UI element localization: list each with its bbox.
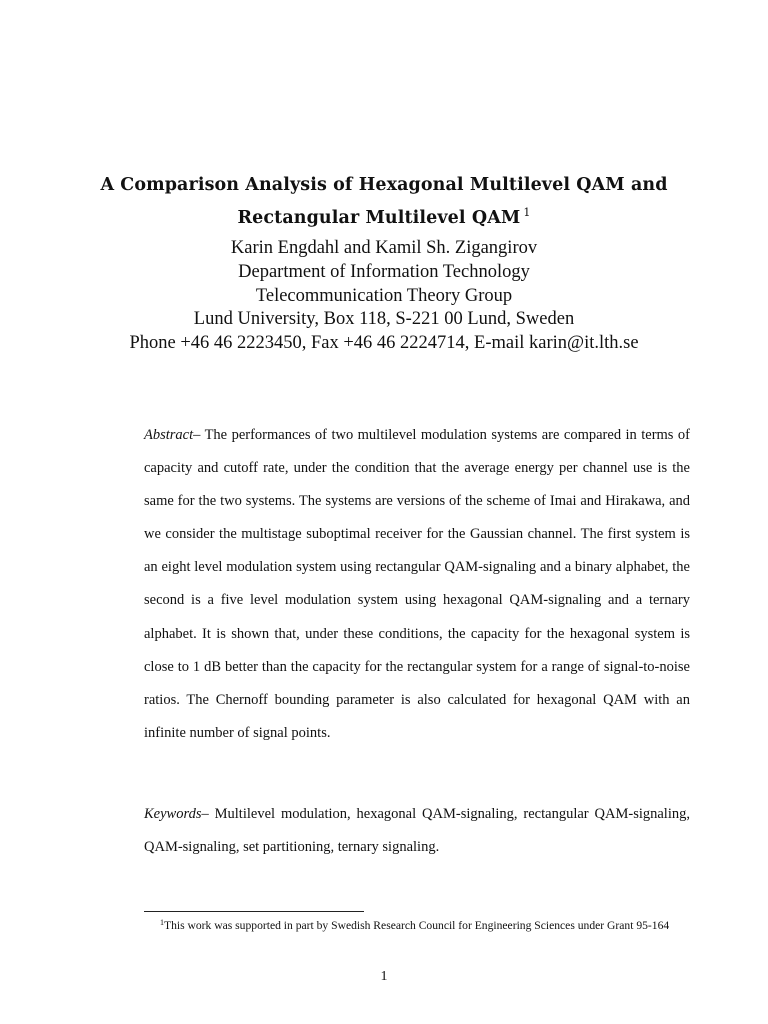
title-line-2 xyxy=(100,199,668,232)
keywords-text: Multilevel modulation, hexagonal QAM-signaling, rectangular QAM-signaling, QAM-signaling, set partitioning, ternary signaling. xyxy=(144,806,690,856)
abstract-label: Abstract xyxy=(144,427,194,443)
author-department: Department of Information Technology xyxy=(238,261,530,282)
abstract-text: The performances of two multilevel modulation systems are compared in terms of capacity and cutoff rate, under the condition that the average energy per channel use is the same for the two systems. The systems are versions of the scheme of Imai and Hirakawa, and we consider the multistage suboptimal receiver for the Gaussian channel. The first system is an eight level modulation system using rectangular QAM-signaling and a binary alphabet, the second is a five level modulation system using hexagonal QAM-signaling and a ternary alphabet. It is shown that, under these conditions, the capacity for the hexagonal system is close to 1 dB better than the capacity for the rectangular system for a range of signal-to-noise ratios. The Chernoff bounding parameter is also calculated for hexagonal QAM with an infinite number of signal points. xyxy=(144,427,690,741)
author-contact: Phone +46 46 2223450, Fax +46 46 2224714, E-mail karin@it.lth.se xyxy=(129,333,639,354)
footnote-rule xyxy=(144,911,364,912)
title-line-1: A Comparison Analysis of Hexagonal Multilevel QAM and xyxy=(100,175,668,195)
footnote-text: This work was supported in part by Swedish Research Council for Engineering Sciences under Grant 95-164 xyxy=(164,919,670,932)
author-group: Telecommunication Theory Group xyxy=(255,285,513,306)
keywords-dash: – xyxy=(201,806,209,822)
title-line-2-text: Rectangular Multilevel QAM xyxy=(237,208,521,228)
footnote xyxy=(144,914,694,935)
page-number: 1 xyxy=(380,969,388,984)
author-names: Karin Engdahl and Kamil Sh. Zigangirov xyxy=(230,238,538,258)
author-block xyxy=(100,237,668,356)
abstract-dash: – xyxy=(193,427,201,443)
abstract-paragraph xyxy=(144,419,690,750)
keywords-paragraph xyxy=(144,798,690,864)
footnote-marker: 1 xyxy=(160,918,164,927)
title-footnote-marker: 1 xyxy=(523,206,531,219)
author-address: Lund University, Box 118, S-221 00 Lund, Sweden xyxy=(193,309,575,330)
paper-title xyxy=(100,172,668,232)
keywords-label: Keywords xyxy=(144,806,202,822)
